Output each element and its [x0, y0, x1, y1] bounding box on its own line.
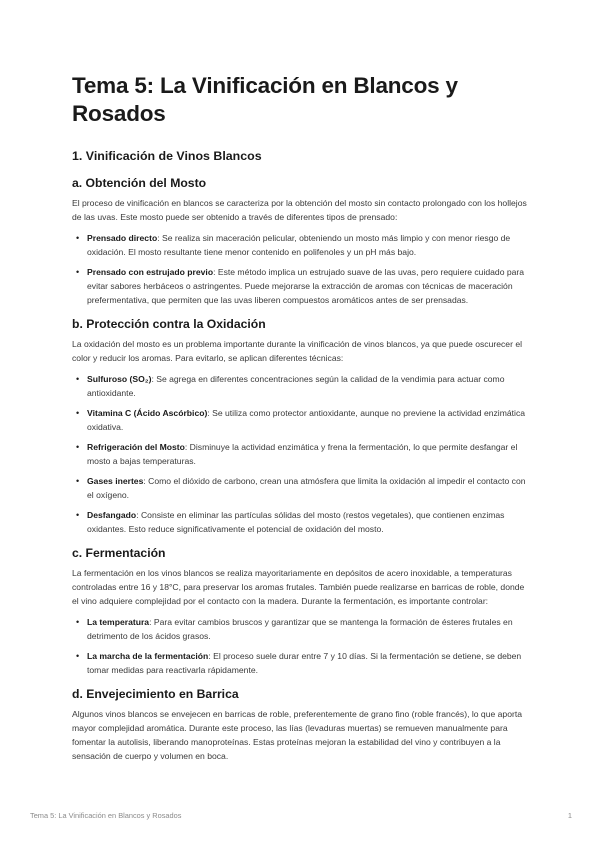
item-term: La marcha de la fermentación — [87, 651, 209, 661]
bullet-icon: • — [76, 442, 80, 452]
list-a — [72, 231, 530, 307]
item-text: : Este método implica un estrujado suave de las uvas, pero requiere cuidado para evitar sabores herbáceos o astringentes. Puede mejorarse la extracción de aromas con técnicas de maceración prefermentativa, que permiten que las uvas liberen compuestos aromáticos antes de ser prensadas. — [87, 267, 525, 305]
list-item — [72, 372, 530, 400]
list-item — [72, 615, 530, 643]
item-text: : Se agrega en diferentes concentraciones según la calidad de la vendimia para actuar como antioxidante. — [87, 374, 505, 398]
item-text: : Se realiza sin maceración pelicular, obteniendo un mosto más limpio y con menor riesgo de oxidación. El mosto resultante tiene menor contenido en polifenoles y un pH más bajo. — [87, 233, 511, 257]
list-item — [72, 649, 530, 677]
subsection-heading-c: c. Fermentación — [72, 546, 166, 560]
item-term: Vitamina C (Ácido Ascórbico) — [87, 408, 208, 418]
subsection-heading-b: b. Protección contra la Oxidación — [72, 317, 266, 331]
page-title: Tema 5: La Vinificación en Blancos y Rosados — [72, 73, 458, 126]
paragraph-b: La oxidación del mosto es un problema importante durante la vinificación de vinos blancos, ya que puede oscurecer el color y reducir los aromas. Para evitarlo, se aplican diferentes técnicas: — [72, 339, 523, 363]
item-text: : Disminuye la actividad enzimática y frena la fermentación, lo que permite desfangar el mosto a bajas temperaturas. — [87, 442, 518, 466]
document-page — [72, 72, 530, 770]
item-text: : Se utiliza como protector antioxidante, aunque no previene la actividad enzimática oxidativa. — [87, 408, 526, 432]
list-b — [72, 372, 530, 536]
list-item — [72, 406, 530, 434]
list-item — [72, 231, 530, 259]
footer-title: Tema 5: La Vinificación en Blancos y Rosados — [30, 811, 182, 820]
item-term: Sulfuroso (SO₂) — [87, 374, 152, 384]
section-heading: 1. Vinificación de Vinos Blancos — [72, 149, 262, 163]
bullet-icon: • — [76, 651, 80, 661]
list-c — [72, 615, 530, 677]
bullet-icon: • — [76, 617, 80, 627]
bullet-icon: • — [76, 510, 80, 520]
item-term: Refrigeración del Mosto — [87, 442, 185, 452]
paragraph-c: La fermentación en los vinos blancos se realiza mayoritariamente en depósitos de acero inoxidable, a temperaturas controladas entre 16 y 18°C, para preservar los aromas frutales. También puede realizarse en barricas de roble, donde el vino adquiere complejidad por el contacto con la madera. Durante la fermentación, es importante controlar: — [72, 568, 525, 606]
list-item — [72, 265, 530, 307]
bullet-icon: • — [76, 267, 80, 277]
list-item — [72, 508, 530, 536]
bullet-icon: • — [76, 408, 80, 418]
list-item — [72, 440, 530, 468]
item-text: : Como el dióxido de carbono, crean una atmósfera que limita la oxidación al impedir el contacto con el oxígeno. — [87, 476, 526, 500]
page-footer — [30, 811, 572, 820]
item-term: Prensado directo — [87, 233, 158, 243]
paragraph-a: El proceso de vinificación en blancos se caracteriza por la obtención del mosto sin contacto prolongado con los hollejos de las uvas. Este mosto puede ser obtenido a través de diferentes tipos de prensado: — [72, 198, 527, 222]
item-term: La temperatura — [87, 617, 150, 627]
subsection-heading-a: a. Obtención del Mosto — [72, 176, 207, 190]
item-text: : El proceso suele durar entre 7 y 10 días. Si la fermentación se detiene, se deben tomar medidas para reactivarla rápidamente. — [87, 651, 522, 675]
page-number: 1 — [567, 811, 572, 820]
bullet-icon: • — [76, 233, 80, 243]
item-text: : Para evitar cambios bruscos y garantizar que se mantenga la formación de ésteres frutales en detrimento de los ácidos grasos. — [87, 617, 513, 641]
item-text: : Consiste en eliminar las partículas sólidas del mosto (restos vegetales), que contienen enzimas oxidantes. Esto reduce significativamente el potencial de oxidación del mosto. — [87, 510, 505, 534]
bullet-icon: • — [76, 374, 80, 384]
bullet-icon: • — [76, 476, 80, 486]
subsection-heading-d: d. Envejecimiento en Barrica — [72, 687, 239, 701]
item-term: Gases inertes — [87, 476, 144, 486]
item-term: Desfangado — [87, 510, 137, 520]
item-term: Prensado con estrujado previo — [87, 267, 214, 277]
paragraph-d: Algunos vinos blancos se envejecen en barricas de roble, preferentemente de grano fino (roble francés), lo que aporta mayor complejidad aromática. Durante este proceso, las lías (levaduras muertas) se remueven manualmente para fomentar la autolisis, liberando manoproteínas. Estas proteínas mejoran la estabilidad del vino y contribuyen a la sensación de cuerpo y volumen en boca. — [72, 709, 523, 761]
list-item — [72, 474, 530, 502]
